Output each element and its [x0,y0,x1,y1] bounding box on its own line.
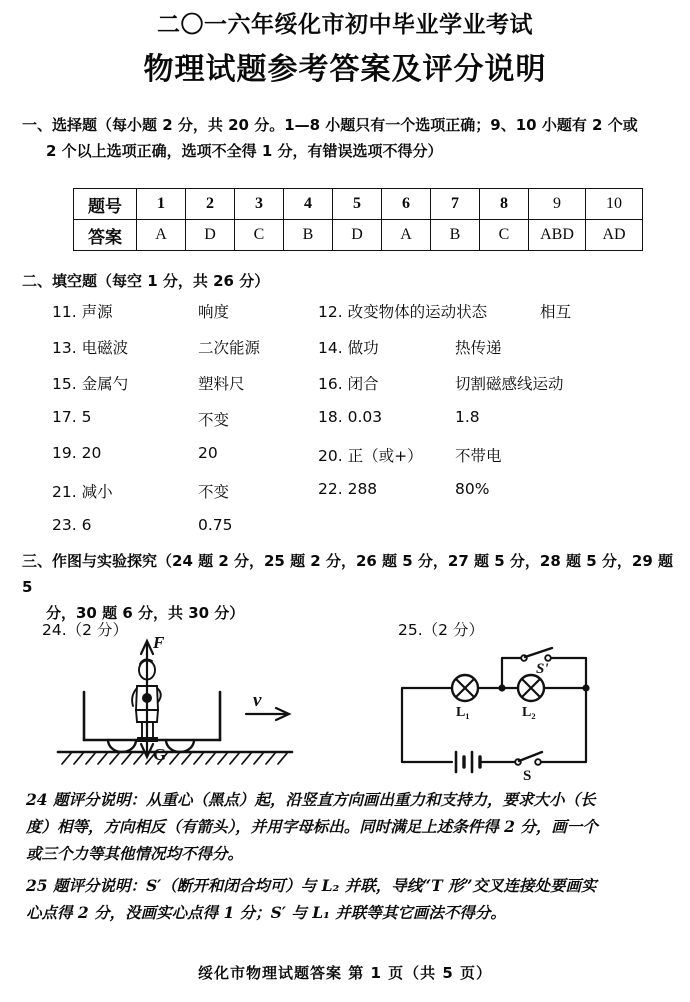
fib-row-19-20 [0,444,690,480]
battery-icon [456,752,480,772]
section-1-heading-line-1: 一、选择题（每小题 2 分，共 20 分。1—8 小题只有一个选项正确；9、10 小题有 2 个或 [22,116,638,134]
exam-title-line-1: 二〇一六年绥化市初中毕业学业考试 [157,12,533,38]
table-cell-answer-5: D [333,220,382,251]
fib-answer-21: 21. 减小 [52,483,113,501]
fib-answer-15-second: 塑料尺 [198,375,245,393]
table-cell-answer-6: A [382,220,431,251]
table-header-question: 题号 [74,189,137,220]
force-g-label: G [153,745,167,764]
explanation-25-line-2: 心点得 2 分，没画实心点得 1 分；S′ 与 L₁ 并联等其它画法不得分。 [26,903,506,922]
fib-answer-11: 11. 声源 [52,303,113,321]
force-f-label: F [153,633,165,652]
table-header-answer: 答案 [74,220,137,251]
table-cell-answer-1: A [137,220,186,251]
fib-answer-14: 14. 做功 [318,339,379,357]
explanation-question-24 [26,786,674,867]
cart-body [84,692,220,740]
fib-row-17-18 [0,408,690,444]
fib-row-23 [0,516,690,552]
junction-dot-right [582,684,589,691]
table-cell-question-4: 4 [284,189,333,220]
table-cell-question-7: 7 [431,189,480,220]
table-cell-question-3: 3 [235,189,284,220]
fib-answer-11-second: 响度 [198,303,230,321]
switch-s-label: S [523,768,532,780]
circuit-wires [402,658,586,762]
fib-answer-22: 22. 288 [318,480,378,498]
figure-24-label: 24.（2 分） [42,621,128,639]
explanation-25-line-1: 25 题评分说明：S′（断开和闭合均可）与 L₂ 并联，导线“T 形”交叉连接处要画实 [26,876,597,895]
table-cell-question-10: 10 [586,189,643,220]
exam-title-line-2: 物理试题参考答案及评分说明 [143,52,547,87]
switch-s-prime-icon [521,648,552,661]
fib-answer-12-second: 相互 [540,303,572,321]
table-cell-question-6: 6 [382,189,431,220]
fib-row-13-14 [0,336,690,372]
lamp-l1-label: L₁ [456,705,470,720]
switch-s-icon [515,752,542,765]
section-3-heading [22,548,682,626]
explanation-24-line-1: 24 题评分说明：从重心（黑点）起，沿竖直方向画出重力和支持力，要求大小（长 [26,790,596,809]
fib-answer-16: 16. 闭合 [318,375,379,393]
table-row-question-numbers [74,189,643,220]
fib-answer-18-second: 1.8 [455,408,480,426]
fib-answer-21-second: 不变 [198,483,230,501]
cart-wheel-right [166,740,194,752]
table-cell-answer-2: D [186,220,235,251]
page-footer: 绥化市物理试题答案 第 1 页（共 5 页） [198,964,492,982]
fib-answer-14-second: 热传递 [455,339,502,357]
multiple-choice-answer-table [73,188,643,251]
section-2-heading: 二、填空题（每空 1 分，共 26 分） [22,272,270,290]
lamp-l2-icon [518,675,544,701]
table-cell-answer-3: C [235,220,284,251]
explanation-24-line-2: 度）相等，方向相反（有箭头），并用字母标出。同时满足上述条件得 2 分，画一个 [26,817,598,836]
explanation-question-25 [26,872,674,926]
fib-answer-16-second: 切割磁感线运动 [455,375,564,393]
table-cell-question-5: 5 [333,189,382,220]
table-cell-question-1: 1 [137,189,186,220]
section-1-heading [22,112,678,164]
figure-25-circuit-diagram [390,640,630,780]
lamp-l2-label: L₂ [522,705,536,720]
fib-answer-19-second: 20 [198,444,218,462]
fib-answer-20-second: 不带电 [455,447,502,465]
switch-s-prime-label: S' [536,661,549,677]
table-cell-answer-10: AD [586,220,643,251]
table-cell-answer-4: B [284,220,333,251]
fib-answer-13: 13. 电磁波 [52,339,129,357]
fib-answer-22-second: 80% [455,480,490,498]
fib-answer-15: 15. 金属勺 [52,375,129,393]
fib-row-11-12 [0,300,690,336]
table-row-answers [74,220,643,251]
fib-answer-20: 20. 正（或+） [318,447,423,465]
table-cell-answer-9: ABD [529,220,586,251]
force-f-arrow [141,641,153,698]
table-cell-question-2: 2 [186,189,235,220]
fib-answer-19: 19. 20 [52,444,102,462]
ground-hatching [62,752,288,764]
fib-answer-12: 12. 改变物体的运动状态 [318,303,488,321]
fill-in-blank-answer-grid [0,300,690,552]
section-1-heading-line-2: 2 个以上选项正确，选项不全得 1 分，有错误选项不得分） [46,142,443,160]
table-cell-question-9: 9 [529,189,586,220]
fib-answer-23: 23. 6 [52,516,92,534]
junction-dot-left [498,684,505,691]
lamp-l1-icon [452,675,478,701]
cart-wheel-left [108,740,136,752]
table-cell-question-8: 8 [480,189,529,220]
fib-answer-23-second: 0.75 [198,516,233,534]
table-cell-answer-7: B [431,220,480,251]
fib-row-15-16 [0,372,690,408]
fib-answer-18: 18. 0.03 [318,408,383,426]
table-cell-answer-8: C [480,220,529,251]
fib-answer-17: 17. 5 [52,408,92,426]
fib-answer-17-second: 不变 [198,411,230,429]
fib-answer-13-second: 二次能源 [198,339,261,357]
velocity-label: v [253,690,262,711]
explanation-24-line-3: 或三个力等其他情况均不得分。 [26,844,244,863]
figure-24-person-on-cart-diagram [40,630,310,780]
figure-25-label: 25.（2 分） [398,621,484,639]
fib-row-21-22 [0,480,690,516]
section-3-heading-line-1: 三、作图与实验探究（24 题 2 分，25 题 2 分，26 题 5 分，27 题 5 分，28 题 5 分，29 题 5 [22,552,673,596]
section-3-heading-line-2: 分，30 题 6 分，共 30 分） [46,604,245,622]
